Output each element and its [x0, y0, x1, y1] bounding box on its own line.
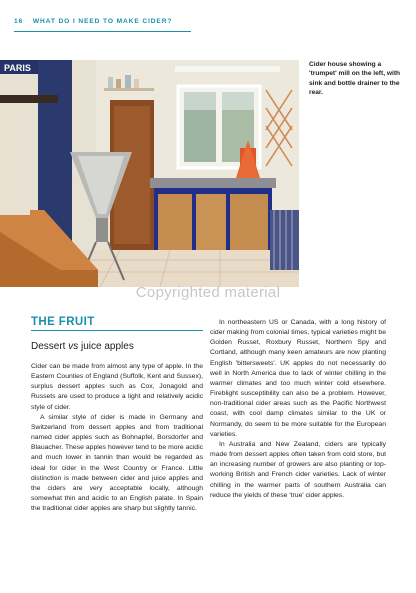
page-number: 16: [14, 18, 24, 25]
body-column-left: [31, 362, 203, 514]
cider-house-photo: [0, 60, 299, 287]
subheading: [31, 341, 203, 352]
subheading-vs: vs: [68, 341, 79, 352]
paris-sign: PARIS: [4, 63, 31, 73]
subheading-part: Dessert: [31, 341, 69, 352]
paragraph: In northeastern US or Canada, with a long history of cider making from colonial times, typical varieties might be Golden Russet, Roxbury Russet, Northern Spy and Cortland, although many keen amateurs are now planting English 'bittersweets'. UK apples do not necessarily do well in North America due to lack of winter chilling in the warmer climates and too much winter cold elsewhere. Fireblight susceptibility can also be a problem. However, non-traditional cider areas such as the Pacific Northwest coast, with cool damp climates similar to the UK or Normandy, do seem to be more suitable for the European varieties.: [210, 319, 386, 438]
section-title: THE FRUIT: [31, 316, 203, 331]
paragraph: In Australia and New Zealand, ciders are typically made from dessert apples often taken from cold store, but an increasing number of growers are also planting or top-working British and French cider varieties. Lack of winter chilling in the warmer parts of southern Australia can reduce the yields of these 'true' cider apples.: [210, 440, 386, 499]
photo-caption: Cider house showing a 'trumpet' mill on the left, with sink and bottle drainer to the rear.: [309, 61, 401, 96]
running-header-title: WHAT DO I NEED TO MAKE CIDER?: [32, 18, 173, 25]
running-header: [14, 18, 191, 32]
paragraph: A similar style of cider is made in Germany and Switzerland from dessert apples and from traditional named cider apples such as Bohnapfel, Borsdorfer and Blauacher. These apples however tend to be more acidic and much lower in tannin than would be regarded as ideal for cider in the West Country or France. Little distinction is made between cider and juice apples and the ciders are very acceptable locally, although somewhat thin and acidic to an English palate. In Spain the traditional cider apples are sharp but slightly tannic.: [31, 413, 203, 513]
subheading-part: juice apples: [78, 341, 134, 352]
paragraph: Cider can be made from almost any type of apple. In the Eastern Counties of England (Suffolk, Kent and Sussex), surplus dessert apples such as Cox, Jonagold and Russets are used to produce a light and relatively acidic style of cider.: [31, 363, 203, 411]
body-column-right: [210, 318, 386, 501]
copyright-watermark: Copyrighted material: [135, 284, 281, 301]
